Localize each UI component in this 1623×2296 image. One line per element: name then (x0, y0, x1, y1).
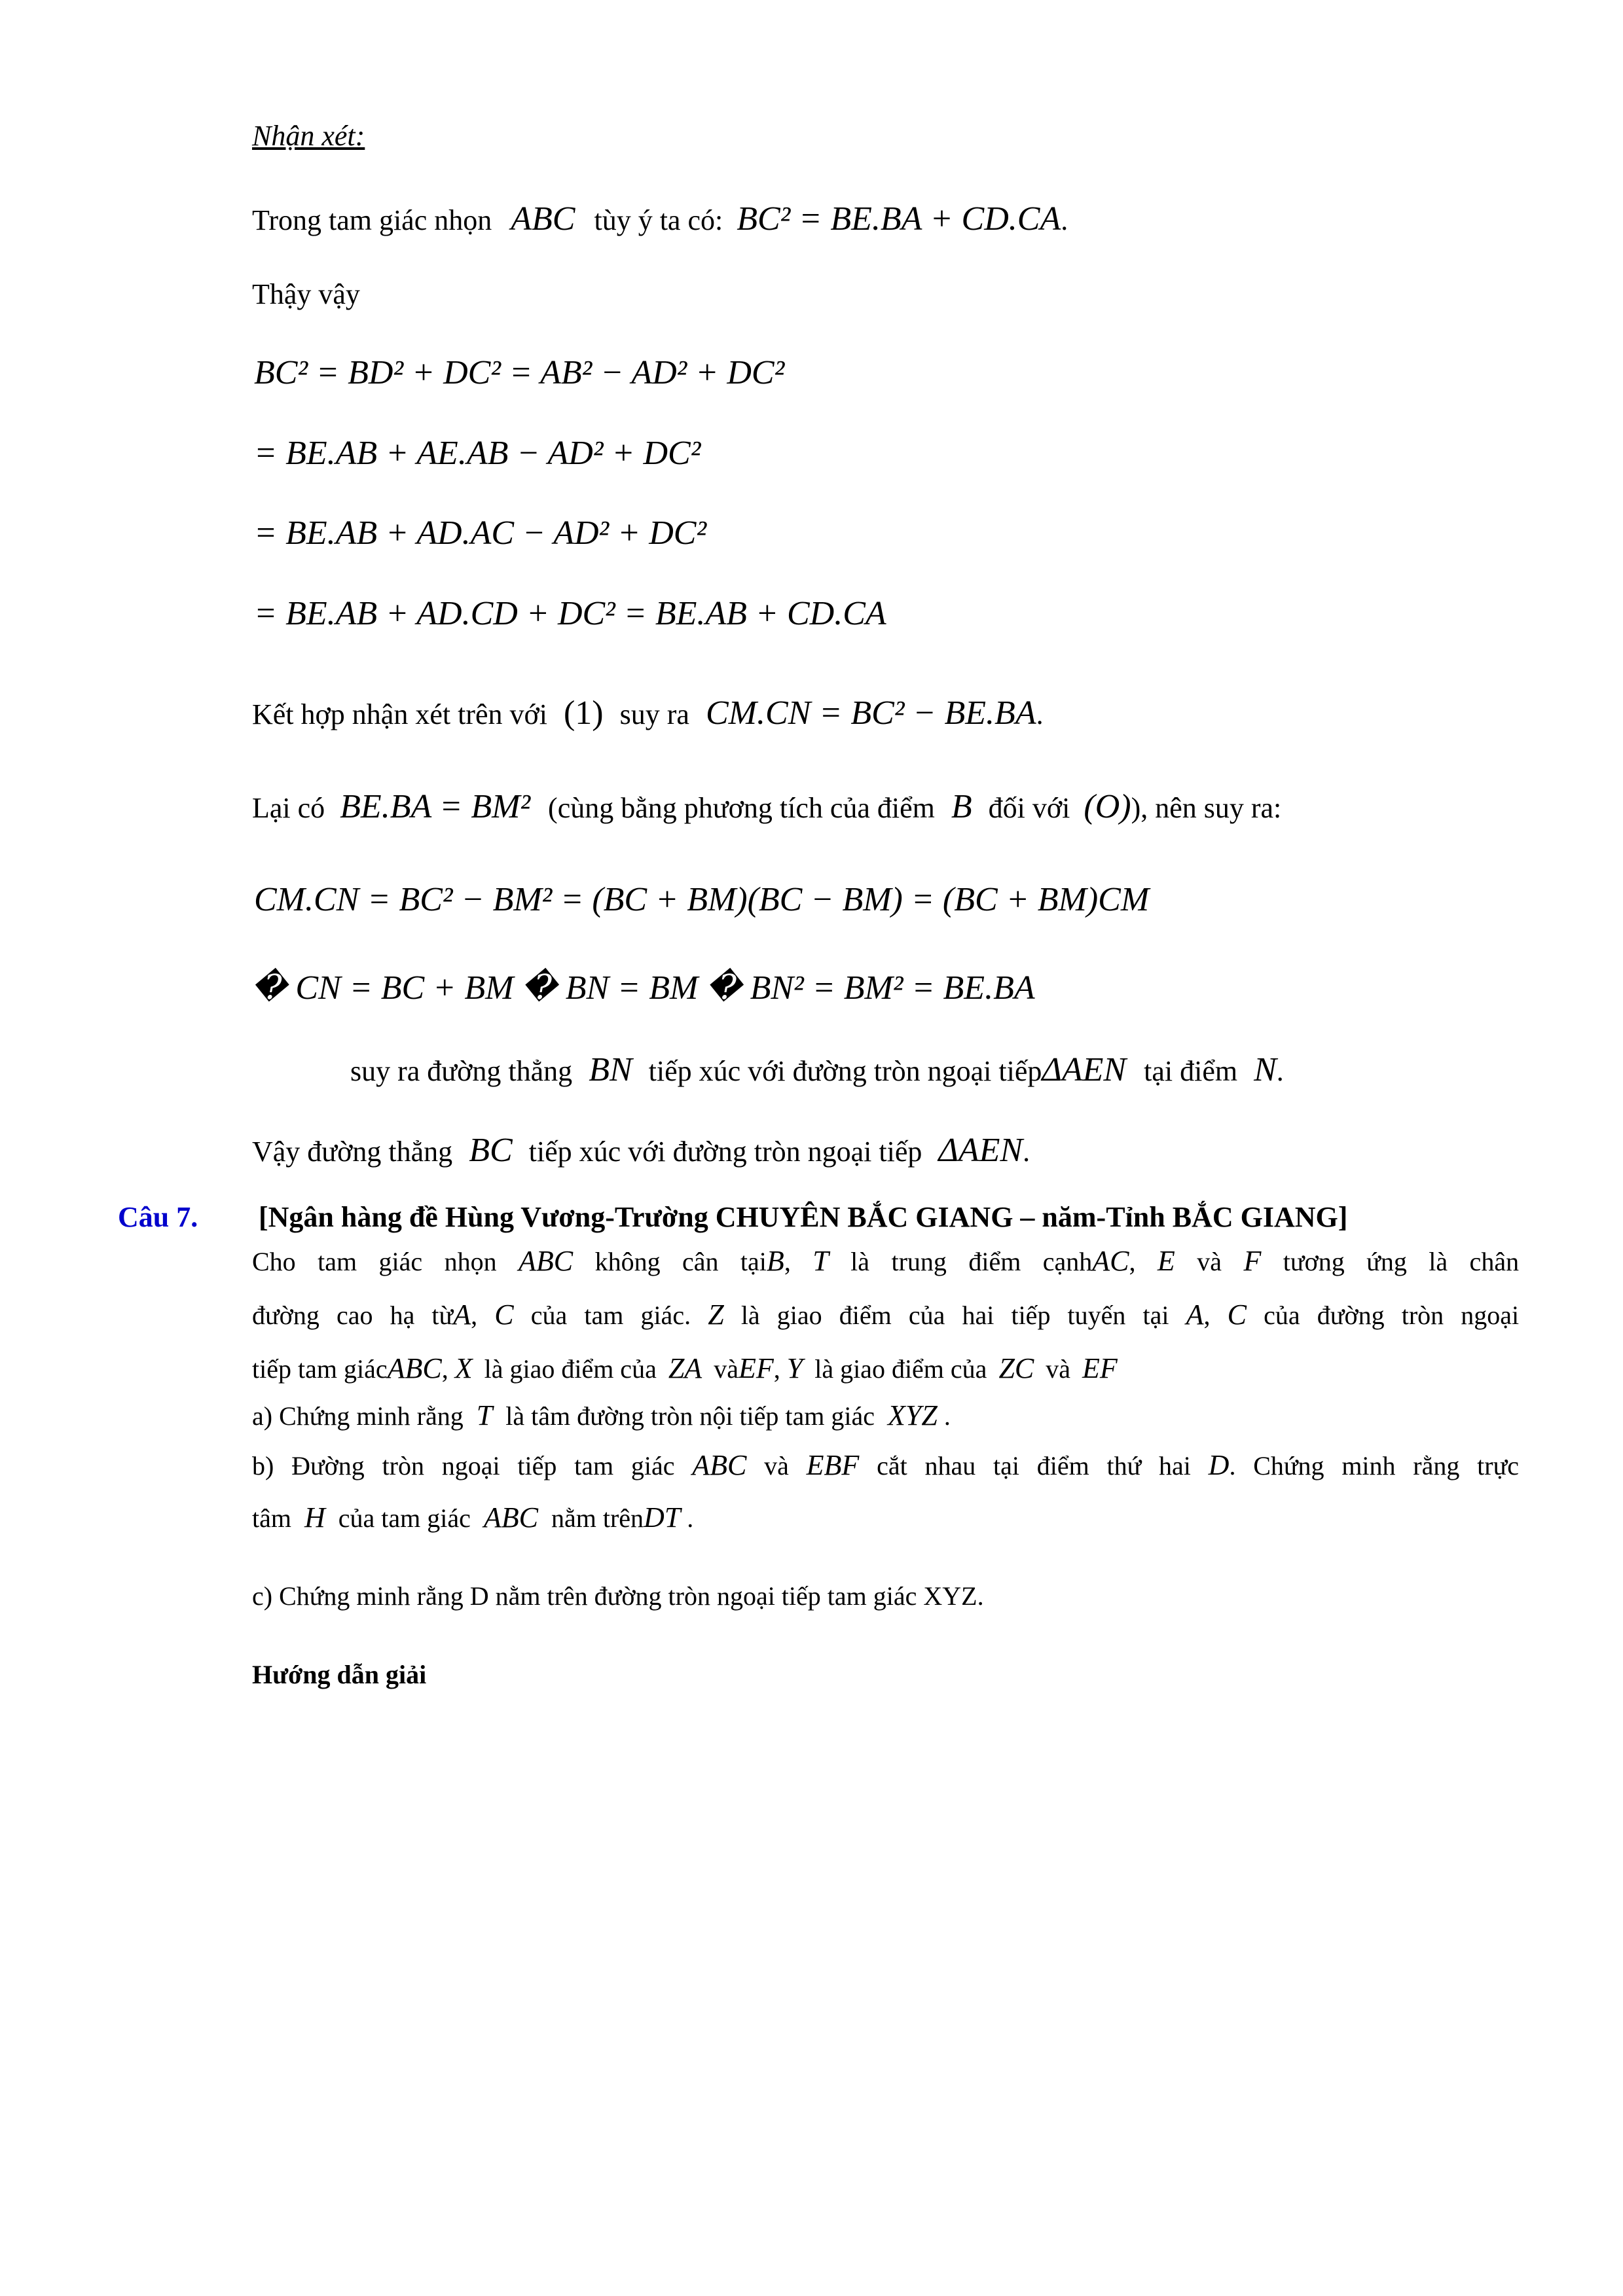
equation-1: BC² = BD² + DC² = AB² − AD² + DC² (254, 354, 785, 391)
q-text: đường cao hạ từ (252, 1300, 454, 1330)
q-text: Cho tam giác nhọn (252, 1247, 497, 1276)
question-label: Câu 7. (118, 1201, 198, 1233)
q-text: , (471, 1300, 478, 1330)
conclude-line (252, 1131, 1030, 1172)
q-text: và (714, 1354, 739, 1384)
q-text: tâm (252, 1503, 291, 1533)
also-point: B (951, 788, 972, 825)
q-math: C (1227, 1299, 1247, 1331)
q-text: tương ứng là chân (1283, 1247, 1520, 1276)
q-math: F (1243, 1245, 1262, 1277)
question-line-3 (252, 1350, 1519, 1388)
question-part-c: c) Chứng minh rằng D nằm trên đường tròn ngoại tiếp tam giác XYZ. (252, 1581, 984, 1611)
q-text: và (1046, 1354, 1071, 1384)
q-text: của tam giác (338, 1503, 471, 1533)
also-text: Lại có (252, 792, 325, 824)
also-line (252, 787, 1281, 828)
q-math: EBF (806, 1449, 860, 1481)
q-text: . (687, 1503, 694, 1533)
tangent-line (350, 1050, 1284, 1091)
remark-heading: Nhận xét: (252, 120, 365, 152)
tangent-bn: BN (589, 1051, 632, 1088)
q-math: DT (644, 1501, 681, 1534)
q-math: EF (738, 1352, 774, 1384)
q-math: D (1208, 1449, 1230, 1481)
q-math: EF (1082, 1352, 1118, 1384)
tangent-triangle: ΔAEN (1042, 1051, 1127, 1088)
q-math: ABC (483, 1501, 538, 1534)
conclude-text: Vậy đường thẳng (252, 1136, 453, 1168)
conclude-mid: tiếp xúc với đường tròn ngoại tiếp (528, 1136, 922, 1168)
question-line-1 (252, 1242, 1519, 1281)
q-math: B (766, 1245, 784, 1277)
q-math: XYZ (888, 1399, 938, 1431)
equation-3: = BE.AB + AD.AC − AD² + DC² (254, 514, 707, 552)
tangent-end: . (1276, 1055, 1284, 1087)
q-text: của đường tròn ngoại (1264, 1300, 1520, 1330)
combine-formula: CM.CN = BC² − BE.BA (705, 694, 1036, 732)
q-text: , (441, 1354, 448, 1384)
q-text: b) Đường tròn ngoại tiếp tam giác (252, 1451, 675, 1480)
q-text: của tam giác. (530, 1300, 691, 1330)
question-line-2 (252, 1296, 1519, 1335)
equation-2: = BE.AB + AE.AB − AD² + DC² (254, 435, 701, 472)
q-text: là giao điểm của (484, 1354, 657, 1384)
q-text: , (1203, 1300, 1211, 1330)
q-text: , (773, 1354, 780, 1384)
q-math: H (304, 1501, 325, 1534)
q-math: X (454, 1352, 473, 1384)
q-text: . (943, 1401, 951, 1431)
q-math: Z (708, 1299, 724, 1331)
q-math: E (1157, 1245, 1175, 1277)
q-math: Y (786, 1352, 803, 1384)
q-text: tiếp tam giác (252, 1354, 388, 1384)
question-title: [Ngân hàng đề Hùng Vương-Trường CHUYÊN BẮC GIANG – năm-Tỉnh BẮC GIANG] (259, 1201, 1348, 1233)
intro-end: . (1061, 204, 1068, 236)
q-text: và (764, 1451, 789, 1480)
q-text: là trung điểm cạnh (850, 1247, 1093, 1276)
equation-6: � CN = BC + BM � BN = BM � BN² = BM² = BE.BA (252, 969, 1035, 1007)
tangent-text: suy ra đường thẳng (350, 1055, 573, 1087)
also-circle: (O) (1084, 788, 1131, 825)
q-text: a) Chứng minh rằng (252, 1401, 464, 1431)
q-math: ABC (519, 1245, 574, 1277)
also-end: ), nên suy ra: (1131, 792, 1282, 824)
q-text: là giao điểm của (814, 1354, 987, 1384)
q-math: T (476, 1399, 493, 1431)
also-mid: (cùng bằng phương tích của điểm (548, 792, 935, 824)
conclude-triangle: ΔAEN (938, 1132, 1023, 1169)
q-math: ZA (668, 1352, 702, 1384)
q-text: , (784, 1247, 791, 1276)
q-text: là giao điểm của hai tiếp tuyến tại (740, 1300, 1169, 1330)
q-text: , (1129, 1247, 1136, 1276)
question-part-b-2 (252, 1499, 1519, 1537)
intro-formula: BC² = BE.BA + CD.CA (737, 200, 1061, 238)
equation-4: = BE.AB + AD.CD + DC² = BE.AB + CD.CA (254, 595, 886, 632)
indeed-line: Thậy vậy (252, 278, 360, 310)
conclude-end: . (1023, 1136, 1030, 1168)
question-part-a (252, 1397, 1519, 1435)
q-math: A (1186, 1299, 1204, 1331)
tangent-point: N (1254, 1051, 1277, 1088)
q-math: C (494, 1299, 514, 1331)
q-text: . Chứng minh rằng trực (1229, 1451, 1520, 1480)
q-math: T (812, 1245, 829, 1277)
q-text: là tâm đường tròn nội tiếp tam giác (505, 1401, 875, 1431)
q-text: và (1197, 1247, 1222, 1276)
combine-end: . (1036, 698, 1044, 730)
combine-mid: suy ra (619, 698, 689, 730)
q-math: A (453, 1299, 471, 1331)
q-text: không cân tại (594, 1247, 767, 1276)
combine-text: Kết hợp nhận xét trên với (252, 698, 547, 730)
intro-triangle: ABC (511, 200, 575, 238)
intro-text: Trong tam giác nhọn (252, 204, 492, 236)
intro-mid: tùy ý ta có: (594, 204, 723, 236)
solution-guide-heading: Hướng dẫn giải (252, 1660, 427, 1689)
q-math: ABC (387, 1352, 442, 1384)
q-math: ABC (692, 1449, 747, 1481)
combine-line (252, 694, 1044, 734)
also-formula: BE.BA = BM² (340, 788, 531, 825)
q-text: cắt nhau tại điểm thứ hai (877, 1451, 1191, 1480)
conclude-bc: BC (469, 1132, 513, 1169)
tangent-mid2: tại điểm (1144, 1055, 1238, 1087)
q-text: nằm trên (551, 1503, 644, 1533)
q-math: ZC (998, 1352, 1034, 1384)
also-mid2: đối với (988, 792, 1070, 824)
equation-5: CM.CN = BC² − BM² = (BC + BM)(BC − BM) = (BC + BM)CM (254, 881, 1150, 918)
q-math: AC (1092, 1245, 1129, 1277)
remark-intro (252, 200, 1068, 240)
question-part-b-1 (252, 1446, 1519, 1485)
combine-ref: (1) (563, 694, 604, 732)
tangent-mid: tiếp xúc với đường tròn ngoại tiếp (648, 1055, 1042, 1087)
